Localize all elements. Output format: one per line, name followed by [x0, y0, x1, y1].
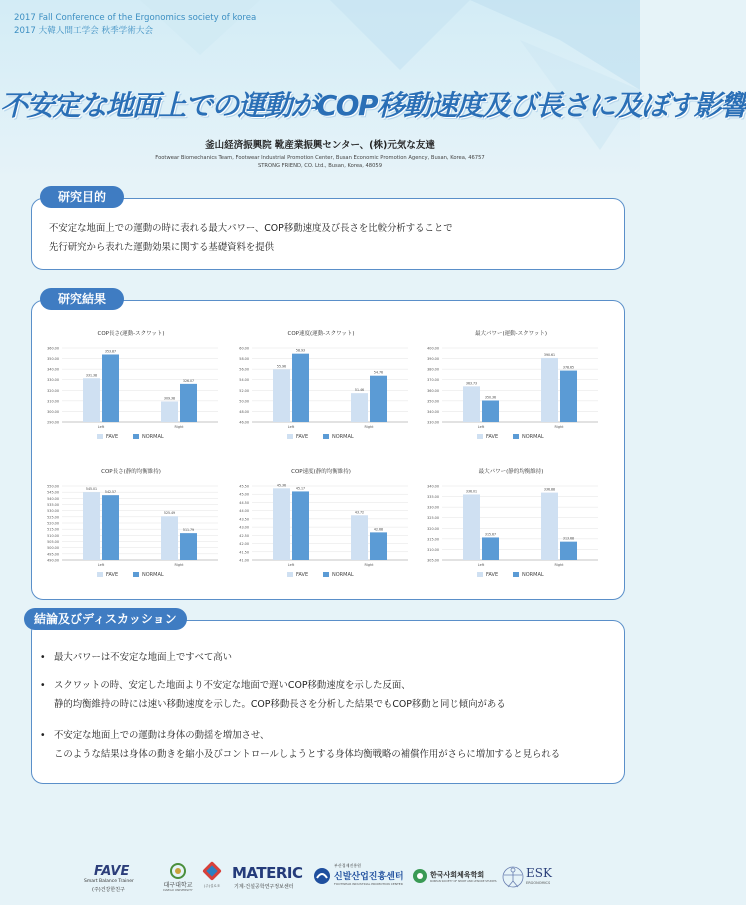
daegu-emblem-icon	[158, 862, 198, 880]
bar-fave-left	[83, 378, 100, 422]
chart-cop-speed-static	[226, 464, 416, 588]
bullet-dot: •	[40, 680, 46, 691]
bullet-dot: •	[40, 730, 46, 741]
data-label: 42.68	[373, 527, 384, 532]
y-tick-label: 43.00	[239, 525, 249, 530]
data-label: 51.46	[354, 388, 365, 393]
y-tick-label: 300.00	[47, 409, 59, 414]
y-tick-label: 43.50	[239, 517, 249, 522]
data-label: 45.36	[276, 483, 287, 488]
bar-fave-right	[351, 393, 368, 422]
y-tick-label: 490.00	[47, 558, 59, 563]
y-tick-label: 360.00	[47, 346, 59, 351]
legend-swatch	[513, 572, 519, 577]
slogo-emblem-icon	[200, 862, 224, 882]
y-tick-label: 330.00	[47, 378, 59, 383]
y-tick-label: 42.50	[239, 533, 249, 538]
y-tick-label: 520.00	[47, 521, 59, 526]
fave-tagline: Smart Balance Trainer	[84, 879, 134, 884]
discussion-header: 結論及びディスカッション	[24, 608, 187, 630]
legend-label: FAVE	[486, 572, 499, 578]
kssp-name: 한국사회체육학회	[430, 871, 485, 879]
y-tick-label: 340.00	[427, 409, 439, 414]
bar-normal-right	[180, 533, 197, 560]
legend-swatch	[133, 434, 139, 439]
y-tick-label: 320.00	[47, 388, 59, 393]
y-tick-label: 50.00	[239, 399, 249, 404]
y-tick-label: 54.00	[239, 378, 249, 383]
y-tick-label: 370.00	[427, 378, 439, 383]
y-tick-label: 310.00	[427, 547, 439, 552]
bar-normal-right	[180, 384, 197, 422]
y-tick-label: 400.00	[427, 346, 439, 351]
bullet-3	[40, 726, 269, 745]
logo-daegu-university	[158, 862, 198, 898]
bar-fave-right	[161, 402, 178, 422]
y-tick-label: 46.00	[239, 420, 249, 425]
fipc-name: 신발산업진흥센터	[334, 872, 404, 882]
data-label: 331.38	[85, 373, 98, 378]
logo-esk	[502, 862, 554, 898]
legend-label: FAVE	[106, 434, 119, 440]
sponsor-logos	[0, 862, 640, 898]
y-tick-label: 56.00	[239, 367, 249, 372]
chart-title: COP速度(静的均衡維持)	[291, 469, 351, 475]
bullet-1-text: 最大パワーは不安定な地面上ですべて高い	[54, 652, 232, 663]
bar-fave-left	[463, 386, 480, 422]
x-tick-label: Left	[287, 425, 295, 429]
y-tick-label: 545.00	[47, 490, 59, 495]
data-label: 336.88	[543, 487, 556, 492]
bullet-3-text-a: 不安定な地面上での運動は身体の動揺を増加させ、	[54, 730, 270, 741]
data-label: 525.49	[163, 511, 176, 516]
vitruvian-man-icon	[502, 864, 524, 890]
x-tick-label: Right	[554, 425, 564, 429]
chart-cop-length-static	[36, 464, 226, 588]
x-tick-label: Left	[97, 425, 105, 429]
logo-kssp	[412, 862, 502, 898]
y-tick-label: 360.00	[427, 388, 439, 393]
chart-max-power-squat	[416, 326, 606, 450]
bar-normal-left	[292, 354, 309, 422]
data-label: 309.38	[163, 396, 176, 401]
chart-title: 最大パワー(運動-スクワット)	[474, 331, 548, 337]
data-label: 350.36	[484, 395, 497, 400]
legend-label: NORMAL	[332, 572, 354, 578]
chart-title: COP速度(運動-スクワット)	[287, 331, 355, 337]
x-tick-label: Left	[477, 563, 485, 567]
data-label: 313.68	[562, 536, 575, 541]
bullet-1	[40, 648, 232, 667]
y-tick-label: 535.00	[47, 503, 59, 507]
bullet-dot: •	[40, 652, 46, 663]
legend-label: FAVE	[296, 434, 309, 440]
y-tick-label: 510.00	[47, 533, 59, 538]
data-label: 363.73	[465, 381, 478, 386]
bullet-2	[40, 676, 411, 695]
chart-title: 最大パワー(静的均衡維持)	[478, 469, 544, 475]
legend-swatch	[97, 434, 103, 439]
x-tick-label: Right	[364, 425, 374, 429]
data-label: 43.72	[354, 510, 365, 515]
affiliation-line1: Footwear Biomechanics Team, Footwear Industrial Promotion Center, Busan Economic Promotion Agency, Busan, Korea, 46757	[155, 155, 485, 161]
y-tick-label: 45.50	[239, 484, 249, 489]
bar-normal-left	[102, 354, 119, 422]
bar-normal-right	[370, 532, 387, 560]
logo-materic	[232, 862, 306, 898]
y-tick-label: 41.00	[239, 558, 249, 563]
x-tick-label: Left	[287, 563, 295, 567]
y-tick-label: 330.00	[427, 505, 439, 510]
data-label: 353.87	[104, 349, 117, 354]
kssp-emblem-icon	[412, 868, 428, 884]
data-label: 315.67	[484, 532, 497, 537]
materic-sub: 기계·건설공학연구정보센터	[234, 884, 294, 890]
y-tick-label: 495.00	[47, 552, 59, 557]
data-label: 542.57	[104, 490, 117, 495]
bullet-2-text-a: スクワットの時、安定した地面より不安定な地面で遅いCOP移動速度を示した反面、	[54, 680, 411, 691]
legend-label: NORMAL	[522, 572, 544, 578]
x-tick-label: Left	[477, 425, 485, 429]
x-tick-label: Left	[97, 563, 105, 567]
bar-fave-left	[463, 494, 480, 560]
legend-swatch	[323, 434, 329, 439]
x-tick-label: Right	[554, 563, 564, 567]
legend-swatch	[287, 434, 293, 439]
y-tick-label: 315.00	[427, 537, 439, 542]
bar-fave-left	[273, 369, 290, 422]
y-tick-label: 325.00	[427, 516, 439, 521]
affiliation	[0, 154, 640, 170]
bullet-2-text-b: 静的均衡維持の時には速い移動速度を示した。COP移動長さを分析した結果でもCOP移動と同じ傾向がある	[54, 699, 506, 710]
legend-label: FAVE	[106, 572, 119, 578]
logo-slogo	[200, 862, 224, 898]
chart-cop-length-squat	[36, 326, 226, 450]
daegu-sub: DAEGU UNIVERSITY	[163, 888, 193, 892]
bar-normal-left	[482, 400, 499, 422]
legend-label: NORMAL	[142, 572, 164, 578]
bar-fave-right	[351, 515, 368, 560]
y-tick-label: 500.00	[47, 546, 59, 551]
legend-swatch	[513, 434, 519, 439]
data-label: 326.07	[182, 378, 195, 383]
affiliation-line2: STRONG FRIEND, CO. Ltd., Busan, Korea, 48059	[257, 163, 383, 169]
esk-wordmark: ESK	[526, 866, 552, 880]
data-label: 45.17	[295, 486, 306, 491]
logo-fipc	[312, 862, 408, 898]
data-label: 336.01	[465, 489, 478, 494]
bar-normal-right	[560, 371, 577, 422]
daegu-name: 대구대학교	[163, 882, 193, 889]
y-tick-label: 540.00	[47, 496, 59, 501]
legend-swatch	[323, 572, 329, 577]
bar-fave-left	[273, 488, 290, 560]
fave-company: (주)건강한친구	[92, 887, 125, 893]
y-tick-label: 44.50	[239, 500, 249, 505]
y-tick-label: 505.00	[47, 540, 59, 544]
bullet-3-text-b: このような結果は身体の動きを縮小及びコントロールしようとする身体均衡戦略の補償作用がさらに増加すると見られる	[54, 749, 561, 760]
aim-line2: 先行研究から表れた運動効果に関する基礎資料を提供	[49, 242, 275, 253]
y-tick-label: 42.00	[239, 542, 249, 547]
y-tick-label: 290.00	[47, 420, 59, 425]
data-label: 54.76	[373, 370, 384, 375]
y-tick-label: 330.00	[427, 420, 439, 425]
legend-label: NORMAL	[522, 434, 544, 440]
kssp-sub: KOREAN SOCIETY OF SPORT AND LEISURE STUDIES	[430, 880, 497, 883]
legend-swatch	[477, 572, 483, 577]
y-tick-label: 515.00	[47, 527, 59, 532]
bar-fave-left	[83, 492, 100, 560]
data-label: 55.96	[276, 364, 287, 369]
y-tick-label: 44.00	[239, 509, 249, 514]
bar-normal-right	[370, 376, 387, 422]
y-tick-label: 320.00	[427, 526, 439, 531]
y-tick-label: 58.00	[239, 357, 249, 362]
bar-fave-right	[541, 493, 558, 560]
y-tick-label: 350.00	[47, 357, 59, 362]
bar-normal-left	[292, 491, 309, 560]
bar-normal-left	[482, 537, 499, 560]
y-tick-label: 550.00	[47, 484, 59, 489]
data-label: 58.93	[295, 348, 306, 353]
materic-wordmark: MATERIC	[232, 864, 303, 882]
chart-title: COP長さ(静的均衡維持)	[101, 469, 161, 475]
y-tick-label: 45.00	[239, 492, 249, 497]
x-tick-label: Right	[174, 563, 184, 567]
y-tick-label: 340.00	[47, 367, 59, 372]
logo-fave	[84, 862, 154, 898]
bar-normal-right	[560, 542, 577, 560]
bullet-2-cont	[54, 695, 506, 714]
aim-header: 研究目的	[40, 186, 124, 208]
authors: 釜山経済振興院 靴産業振興センター、(株)元気な友達	[205, 140, 435, 151]
fipc-emblem-icon	[312, 866, 332, 886]
y-tick-label: 52.00	[239, 388, 249, 393]
bullet-3-cont	[54, 745, 560, 764]
y-tick-label: 41.50	[239, 550, 249, 555]
legend-swatch	[133, 572, 139, 577]
conference-info	[14, 12, 256, 38]
conference-japanese: 2017 大韓人間工学会 秋季学術大会	[14, 26, 154, 36]
fave-wordmark: FAVE	[94, 864, 130, 879]
y-tick-label: 530.00	[47, 509, 59, 514]
conference-english: 2017 Fall Conference of the Ergonomics society of korea	[14, 13, 257, 23]
bar-fave-right	[161, 516, 178, 560]
results-header: 研究結果	[40, 288, 124, 310]
data-label: 390.61	[543, 352, 556, 357]
aim-line1: 不安定な地面上での運動の時に表れる最大パワー、COP移動速度及び長さを比較分析することで	[49, 223, 453, 234]
legend-label: FAVE	[486, 434, 499, 440]
y-tick-label: 310.00	[47, 399, 59, 404]
legend-swatch	[287, 572, 293, 577]
legend-label: NORMAL	[142, 434, 164, 440]
data-label: 378.65	[562, 365, 575, 370]
y-tick-label: 305.00	[427, 558, 439, 563]
x-tick-label: Right	[174, 425, 184, 429]
data-label: 545.01	[85, 487, 98, 492]
slogo-sub: (주)설로조	[203, 884, 221, 888]
chart-max-power-static	[416, 464, 606, 588]
y-tick-label: 340.00	[427, 484, 439, 489]
y-tick-label: 390.00	[427, 357, 439, 362]
legend-label: NORMAL	[332, 434, 354, 440]
fipc-top: 부산경제진흥원	[334, 863, 362, 868]
y-tick-label: 525.00	[47, 515, 59, 520]
y-tick-label: 60.00	[239, 346, 249, 351]
data-label: 511.79	[182, 528, 195, 533]
legend-label: FAVE	[296, 572, 309, 578]
poster-title: 不安定な地面上での運動がCOP移動速度及び長さに及ぼす影響	[0, 89, 746, 122]
x-tick-label: Right	[364, 563, 374, 567]
bar-fave-right	[541, 358, 558, 422]
legend-swatch	[477, 434, 483, 439]
esk-sub: ERGONOMICS	[526, 881, 551, 885]
legend-swatch	[97, 572, 103, 577]
y-tick-label: 335.00	[427, 495, 439, 500]
chart-cop-speed-squat	[226, 326, 416, 450]
bar-normal-left	[102, 495, 119, 560]
y-tick-label: 380.00	[427, 367, 439, 372]
chart-title: COP長さ(運動-スクワット)	[97, 331, 165, 337]
y-tick-label: 350.00	[427, 399, 439, 404]
fipc-sub: FOOTWEAR INDUSTRIAL PROMOTION CENTER	[334, 882, 403, 886]
y-tick-label: 48.00	[239, 409, 249, 414]
